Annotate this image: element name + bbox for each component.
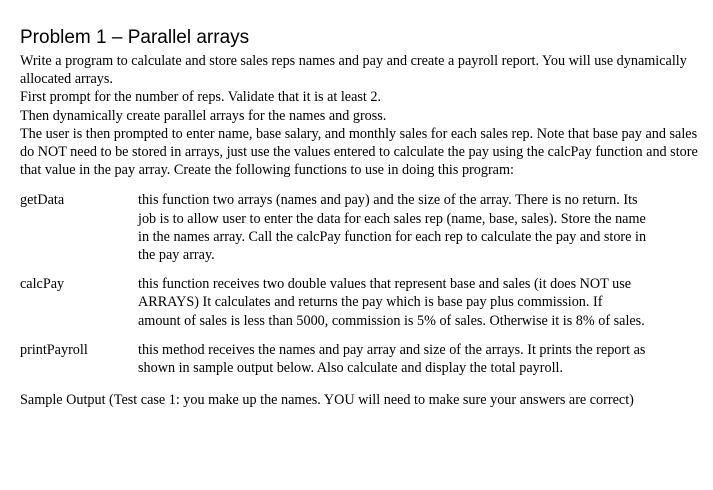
- document-page: [20, 26, 700, 424]
- function-list: [20, 191, 700, 377]
- function-name: printPayroll: [20, 341, 88, 358]
- function-row-printpayroll: [20, 341, 700, 377]
- function-description: this function two arrays (names and pay) and the size of the array. There is no return. Its job is to allow user to enter the data for each sales rep (name, base, sales). Store the name in the names array. Call the calcPay function for each rep to calculate the pay and store in the pay array.: [138, 192, 647, 264]
- function-description: this function receives two double values that represent base and sales (it does NOT use ARRAYS) It calculates and returns the pay which is base pay plus commission. If amount of sales is less than 5000, commission is 5% of sales. Otherwise it is 8% of sales.: [138, 276, 645, 329]
- sample-output-note: Sample Output (Test case 1: you make up the names. YOU will need to make sure your answers are correct): [20, 392, 634, 409]
- intro-paragraph: The user is then prompted to enter name, base salary, and monthly sales for each sales rep. Note that base pay and sales do NOT need to be stored in arrays, just use the values entered to calculate the pay using the calcPay function and store that value in the pay array. Create the following functions to use in doing this program:: [20, 125, 698, 179]
- intro-paragraph: Then dynamically create parallel arrays for the names and gross.: [20, 107, 387, 124]
- function-name: calcPay: [20, 276, 65, 293]
- function-row-getdata: [20, 191, 700, 264]
- intro-paragraph: First prompt for the number of reps. Validate that it is at least 2.: [20, 89, 382, 106]
- function-name: getData: [20, 192, 65, 209]
- intro-paragraph: Write a program to calculate and store sales reps names and pay and create a payroll report. You will use dynamically allocated arrays.: [20, 53, 687, 88]
- intro-section: [20, 52, 700, 179]
- problem-title: Problem 1 – Parallel arrays: [20, 27, 250, 48]
- function-row-calcpay: [20, 275, 700, 330]
- function-description: this method receives the names and pay array and size of the arrays. It prints the report as shown in sample output below. Also calculate and display the total payroll.: [138, 341, 646, 377]
